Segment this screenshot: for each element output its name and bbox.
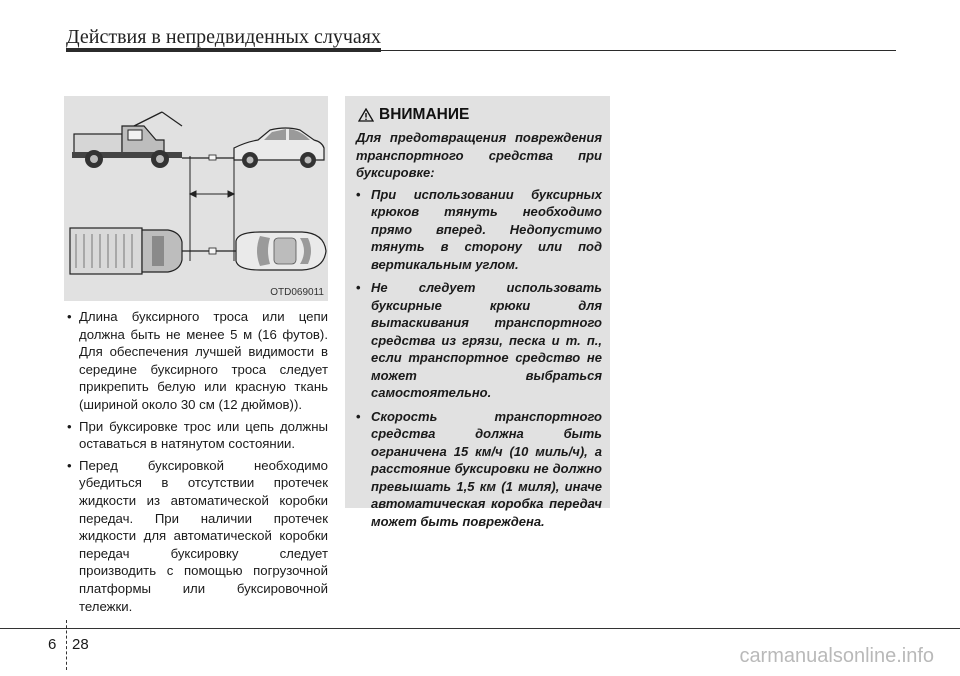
- list-item: • При буксировке трос или цепь должны оставаться в натянутом состоянии.: [64, 418, 328, 453]
- warning-header: [356, 106, 602, 124]
- list-item: • Длина буксирного троса или цепи должна быть не менее 5 м (16 футов). Для обеспечения лучшей видимости в середине буксирного троса следует прикрепить белую или красную ткань (шириной около 30 см (12 дюймов)).: [64, 308, 328, 414]
- warning-title: ВНИМАНИЕ: [379, 106, 470, 123]
- towing-instructions: [64, 308, 328, 619]
- watermark: carmanualsonline.info: [739, 645, 934, 667]
- towed-car-side: [234, 128, 324, 168]
- warning-intro: Для предотвращения повреждения транспортного средства при буксировке:: [356, 130, 602, 180]
- figure-code: OTD069011: [270, 287, 324, 298]
- tow-truck-top: [70, 228, 182, 274]
- rope-flag-top: [209, 248, 216, 254]
- list-item: • Перед буксировкой необходимо убедиться в отсутствии протечек жидкости из автоматической коробки передач. При наличии протечек жидкости для автоматической коробки передач буксировку следует производить с помощью погрузочной платформы или буксировочной тележки.: [64, 457, 328, 615]
- footer-rule: [0, 628, 960, 629]
- warning-triangle-icon: [358, 108, 374, 122]
- footer-divider: [66, 620, 67, 670]
- page-number: 28: [72, 636, 89, 653]
- list-item: • При использовании буксирных крюков тянуть необходимо прямо вперед. Недопустимо тянуть в сторону или под вертикальным углом.: [356, 186, 602, 274]
- rope-flag-side: [209, 155, 216, 160]
- towing-illustration: [64, 96, 328, 301]
- tow-truck-side: [72, 112, 182, 168]
- list-item: • Скорость транспортного средства должна быть ограничена 15 км/ч (10 миль/ч), а расстояние буксировки не должно превышать 1,5 км (1 миля), иначе автоматическая коробка передач может быть повреждена.: [356, 408, 602, 531]
- warning-list: [356, 186, 602, 531]
- list-item: • Не следует использовать буксирные крюки для вытаскивания транспортного средства из грязи, песка и т. п., если транспортное средство не может выбраться самостоятельно.: [356, 279, 602, 402]
- chapter-number: 6: [48, 636, 57, 653]
- towed-car-top: [236, 232, 326, 270]
- distance-marker: [190, 156, 234, 261]
- page-title: Действия в непредвиденных случаях: [66, 26, 381, 48]
- warning-box: [345, 96, 610, 529]
- towing-figure: [64, 96, 328, 301]
- title-rule-thin: [66, 50, 896, 51]
